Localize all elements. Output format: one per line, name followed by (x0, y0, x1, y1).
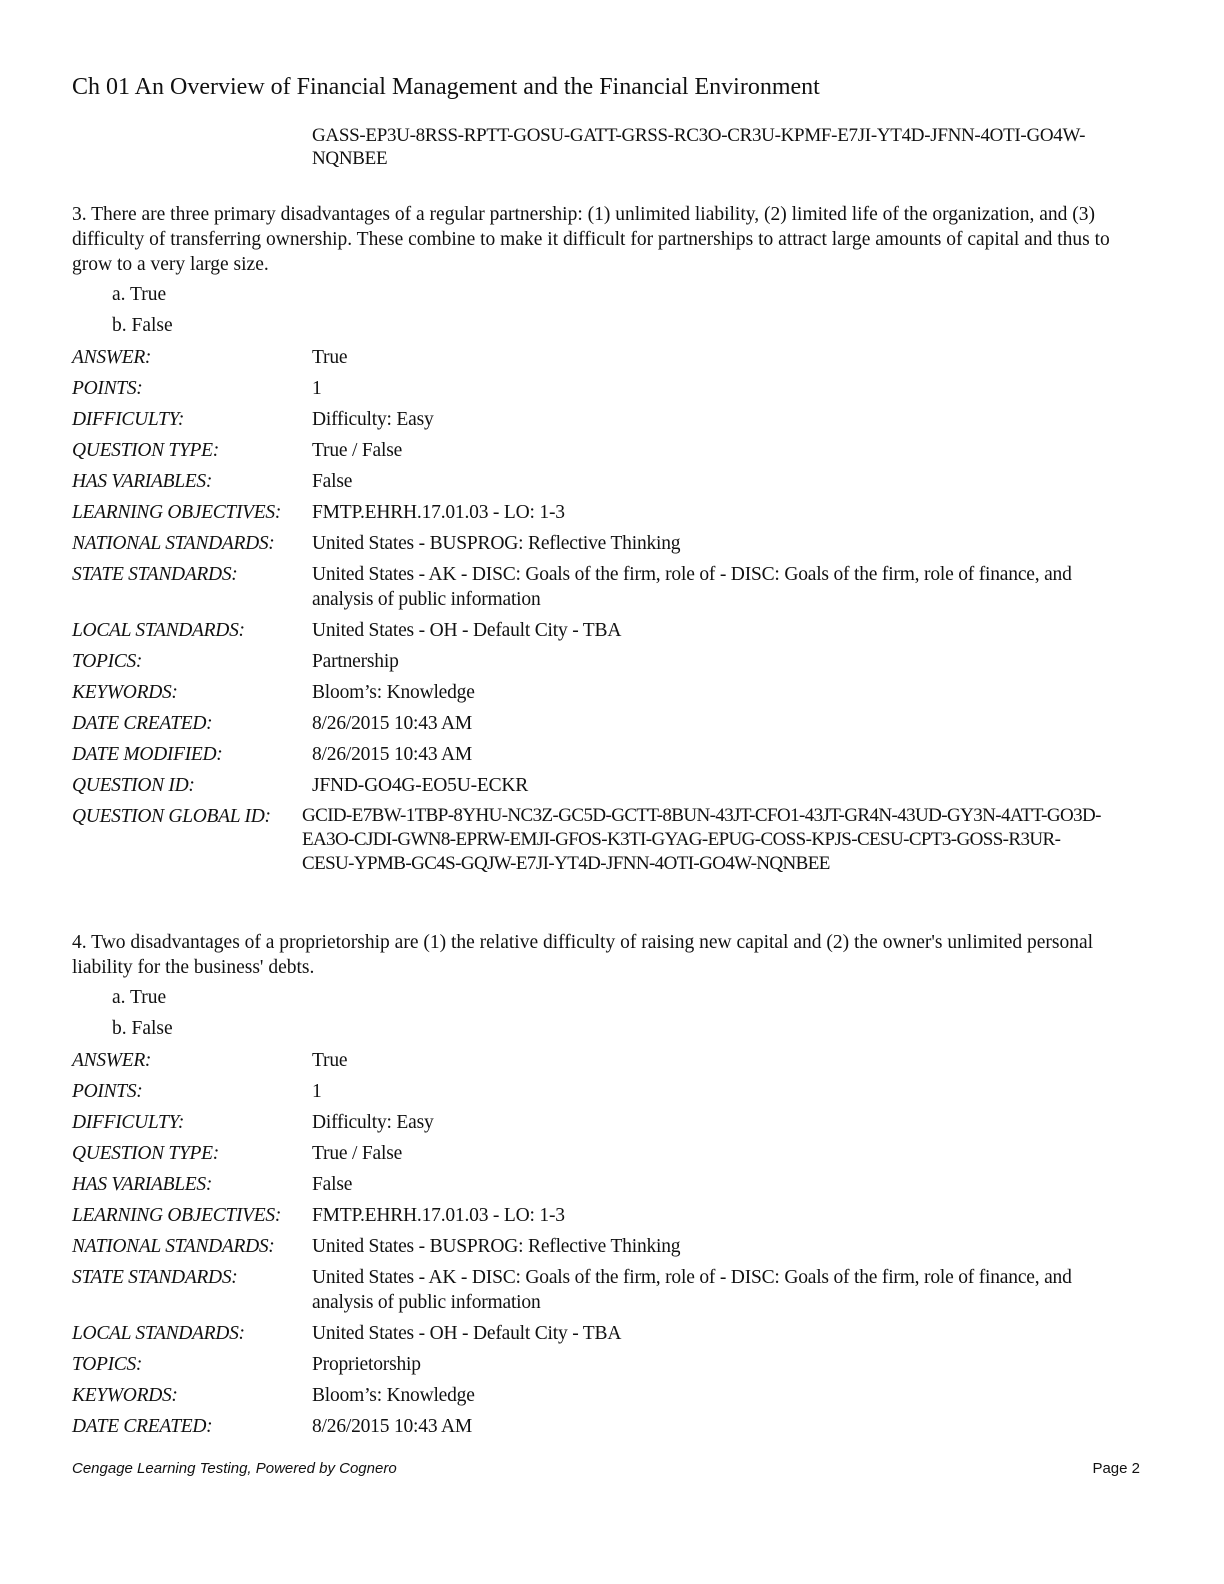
meta-row-keywords (72, 677, 1162, 708)
keywords-value: Bloom’s: Knowledge (312, 1385, 475, 1406)
meta-row-date-created (72, 1411, 1162, 1442)
meta-row-difficulty (72, 404, 1162, 435)
meta-row-points (72, 373, 1162, 404)
question-type-value: True / False (312, 1143, 403, 1164)
meta-row-difficulty (72, 1107, 1162, 1138)
local-standards-value: United States - OH - Default City - TBA (312, 620, 622, 641)
meta-row-question-type (72, 435, 1162, 466)
topics-value: Proprietorship (312, 1354, 421, 1375)
meta-label: POINTS: (72, 1081, 143, 1102)
meta-row-local-standards (72, 1318, 1162, 1349)
question-metadata (72, 342, 1162, 879)
answer-options (72, 279, 1162, 341)
state-standards-value: United States - AK - DISC: Goals of the firm, role of - DISC: Goals of the firm, role of finance, and analysis of public information (312, 1267, 1072, 1313)
option-true: a. True (112, 284, 167, 305)
meta-row-question-id (72, 770, 1162, 801)
meta-label: ANSWER: (72, 347, 152, 368)
answer-value: True (312, 347, 348, 368)
meta-row-date-created (72, 708, 1162, 739)
option-false: b. False (112, 315, 173, 336)
topics-value: Partnership (312, 651, 399, 672)
meta-row-date-modified (72, 739, 1162, 770)
question-id-value: JFND-GO4G-EO5U-ECKR (312, 775, 529, 796)
learning-objectives-value: FMTP.EHRH.17.01.03 - LO: 1-3 (312, 502, 565, 523)
meta-label: TOPICS: (72, 651, 143, 672)
difficulty-value: Difficulty: Easy (312, 409, 434, 430)
meta-label: LOCAL STANDARDS: (72, 620, 245, 641)
meta-label: QUESTION TYPE: (72, 1143, 219, 1164)
meta-label: STATE STANDARDS: (72, 1267, 238, 1288)
footer-page-number: Page 2 (1092, 1460, 1140, 1477)
meta-row-learning-objectives (72, 497, 1162, 528)
answer-options (72, 982, 1162, 1044)
answer-value: True (312, 1050, 348, 1071)
local-standards-value: United States - OH - Default City - TBA (312, 1323, 622, 1344)
meta-row-answer (72, 342, 1162, 373)
previous-question-global-id: GASS-EP3U-8RSS-RPTT-GOSU-GATT-GRSS-RC3O-CR3U-KPMF-E7JI-YT4D-JFNN-4OTI-GO4W-NQNBEE (312, 125, 1086, 169)
meta-label: QUESTION GLOBAL ID: (72, 806, 271, 827)
option-true: a. True (112, 987, 167, 1008)
date-modified-value: 8/26/2015 10:43 AM (312, 744, 472, 765)
meta-row-national-standards (72, 528, 1162, 559)
question-metadata (72, 1045, 1162, 1442)
points-value: 1 (312, 1081, 322, 1102)
option-false: b. False (112, 1018, 173, 1039)
meta-label: LEARNING OBJECTIVES: (72, 502, 282, 523)
question-3 (72, 202, 1162, 879)
meta-row-state-standards (72, 559, 1162, 615)
meta-label: ANSWER: (72, 1050, 152, 1071)
question-global-id-value: GCID-E7BW-1TBP-8YHU-NC3Z-GC5D-GCTT-8BUN-43JT-CFO1-43JT-GR4N-43UD-GY3N-4ATT-GO3D-EA3O-CJDI-GWN8-EPRW-EMJI-GFOS-K3TI-GYAG-EPUG-COSS-KPJS-CESU-CPT3-GOSS-R3UR-CESU-YPMB-GC4S-GQJW-E7JI-YT4D-JFNN-4OTI-GO4W-NQNBEE (302, 805, 1101, 874)
meta-row-learning-objectives (72, 1200, 1162, 1231)
meta-row-answer (72, 1045, 1162, 1076)
meta-label: LEARNING OBJECTIVES: (72, 1205, 282, 1226)
meta-label: DIFFICULTY: (72, 409, 185, 430)
question-text: 4. Two disadvantages of a proprietorship are (1) the relative difficulty of raising new capital and (2) the owner's unlimited personal liability for the business' debts. (72, 932, 1094, 978)
meta-label: POINTS: (72, 378, 143, 399)
meta-label: QUESTION ID: (72, 775, 195, 796)
meta-label: TOPICS: (72, 1354, 143, 1375)
footer-publisher: Cengage Learning Testing, Powered by Cognero (72, 1460, 397, 1477)
question-text: 3. There are three primary disadvantages of a regular partnership: (1) unlimited liability, (2) limited life of the organization, and (3) difficulty of transferring ownership. These combine to make it difficult for partnerships to attract large amounts of capital and thus to grow to a very large size. (72, 204, 1110, 275)
meta-label: KEYWORDS: (72, 682, 178, 703)
meta-label: DATE MODIFIED: (72, 744, 223, 765)
date-created-value: 8/26/2015 10:43 AM (312, 713, 472, 734)
meta-row-keywords (72, 1380, 1162, 1411)
state-standards-value: United States - AK - DISC: Goals of the firm, role of - DISC: Goals of the firm, role of finance, and analysis of public information (312, 564, 1072, 610)
has-variables-value: False (312, 471, 353, 492)
has-variables-value: False (312, 1174, 353, 1195)
learning-objectives-value: FMTP.EHRH.17.01.03 - LO: 1-3 (312, 1205, 565, 1226)
points-value: 1 (312, 378, 322, 399)
question-type-value: True / False (312, 440, 403, 461)
meta-row-question-global-id (72, 801, 1162, 879)
meta-label: KEYWORDS: (72, 1385, 178, 1406)
meta-label: STATE STANDARDS: (72, 564, 238, 585)
meta-label: DIFFICULTY: (72, 1112, 185, 1133)
date-created-value: 8/26/2015 10:43 AM (312, 1416, 472, 1437)
meta-label: HAS VARIABLES: (72, 471, 213, 492)
meta-row-topics (72, 1349, 1162, 1380)
meta-label: QUESTION TYPE: (72, 440, 219, 461)
national-standards-value: United States - BUSPROG: Reflective Thinking (312, 1236, 681, 1257)
meta-row-state-standards (72, 1262, 1162, 1318)
page-title: Ch 01 An Overview of Financial Management and the Financial Environment (72, 74, 820, 100)
meta-row-has-variables (72, 466, 1162, 497)
keywords-value: Bloom’s: Knowledge (312, 682, 475, 703)
meta-label: DATE CREATED: (72, 713, 213, 734)
meta-label: HAS VARIABLES: (72, 1174, 213, 1195)
meta-row-question-type (72, 1138, 1162, 1169)
question-4 (72, 930, 1162, 1442)
national-standards-value: United States - BUSPROG: Reflective Thinking (312, 533, 681, 554)
meta-row-topics (72, 646, 1162, 677)
difficulty-value: Difficulty: Easy (312, 1112, 434, 1133)
meta-row-has-variables (72, 1169, 1162, 1200)
meta-row-points (72, 1076, 1162, 1107)
meta-label: LOCAL STANDARDS: (72, 1323, 245, 1344)
meta-label: NATIONAL STANDARDS: (72, 533, 275, 554)
meta-row-national-standards (72, 1231, 1162, 1262)
meta-label: DATE CREATED: (72, 1416, 213, 1437)
meta-row-local-standards (72, 615, 1162, 646)
meta-label: NATIONAL STANDARDS: (72, 1236, 275, 1257)
